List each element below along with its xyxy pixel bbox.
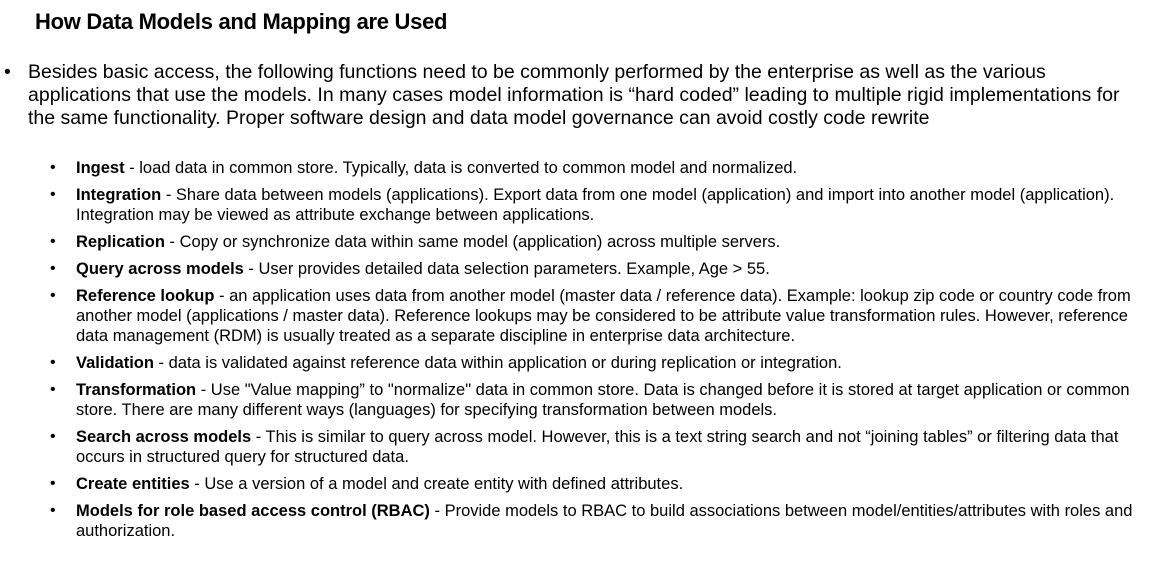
item-term: Reference lookup	[76, 287, 215, 305]
bullet-marker: •	[50, 354, 56, 371]
item-description: - Share data between models (applications). Export data from one model (application) and import into another model (application). Integration may be viewed as attribute exchange between applications.	[76, 186, 1115, 224]
bullet-marker: •	[50, 502, 56, 519]
function-list	[0, 158, 1142, 548]
item-term: Create entities	[76, 475, 190, 493]
item-term: Validation	[76, 354, 154, 372]
item-term: Transformation	[76, 381, 197, 399]
list-item-create-entities	[0, 474, 1142, 494]
bullet-marker: •	[4, 61, 11, 83]
item-description: - data is validated against reference data within application or during replication or integration.	[153, 354, 842, 372]
item-description: - load data in common store. Typically, data is converted to common model and normalized.	[124, 159, 798, 177]
bullet-marker: •	[50, 233, 56, 250]
bullet-marker: •	[50, 428, 56, 445]
list-item-query-across-models	[0, 259, 1142, 279]
bullet-marker: •	[50, 260, 56, 277]
list-item-replication	[0, 232, 1142, 252]
item-description: - This is similar to query across model. However, this is a text string search and not “joining tables” or filtering data that occurs in structured query for structured data.	[76, 428, 1119, 466]
bullet-marker: •	[50, 159, 56, 176]
item-description: - an application uses data from another model (master data / reference data). Example: lookup zip code or country code from another model (applications / master data). Reference lookups may be considered to be attribute value transformation rules. However, reference data management (RDM) is usually treated as a separate discipline in enterprise data architecture.	[76, 287, 1131, 345]
bullet-marker: •	[50, 475, 56, 492]
item-description: - Use a version of a model and create entity with defined attributes.	[189, 475, 684, 493]
slide-title: How Data Models and Mapping are Used	[35, 9, 448, 34]
item-term: Replication	[76, 233, 165, 251]
item-term: Search across models	[76, 428, 252, 446]
item-description: - Copy or synchronize data within same model (application) across multiple servers.	[164, 233, 781, 251]
bullet-marker: •	[50, 287, 56, 304]
list-item-search-across-models	[0, 427, 1142, 467]
item-term: Ingest	[76, 159, 125, 177]
list-item-integration	[0, 185, 1142, 225]
item-term: Integration	[76, 186, 162, 204]
bullet-marker: •	[50, 381, 56, 398]
intro-text: Besides basic access, the following functions need to be commonly performed by the enterprise as well as the various applications that use the models. In many cases model information is “hard coded” leading to multiple rigid implementations for the same functionality. Proper software design and data model governance can avoid costly code rewrite	[28, 61, 1120, 129]
item-term: Models for role based access control (RBAC)	[76, 502, 430, 520]
item-description: - User provides detailed data selection parameters. Example, Age > 55.	[243, 260, 770, 278]
list-item-reference-lookup	[0, 286, 1142, 346]
list-item-rbac-models	[0, 501, 1142, 541]
item-term: Query across models	[76, 260, 244, 278]
item-description: - Provide models to RBAC to build associations between model/entities/attributes with roles and authorization.	[76, 502, 1133, 540]
list-item-transformation	[0, 380, 1142, 420]
intro-bullet	[0, 61, 1135, 130]
bullet-marker: •	[50, 186, 56, 203]
item-description: - Use "Value mapping” to "normalize" data in common store. Data is changed before it is stored at target application or common store. There are many different ways (languages) for specifying transformation between models.	[76, 381, 1130, 419]
list-item-ingest	[0, 158, 1142, 178]
list-item-validation	[0, 353, 1142, 373]
